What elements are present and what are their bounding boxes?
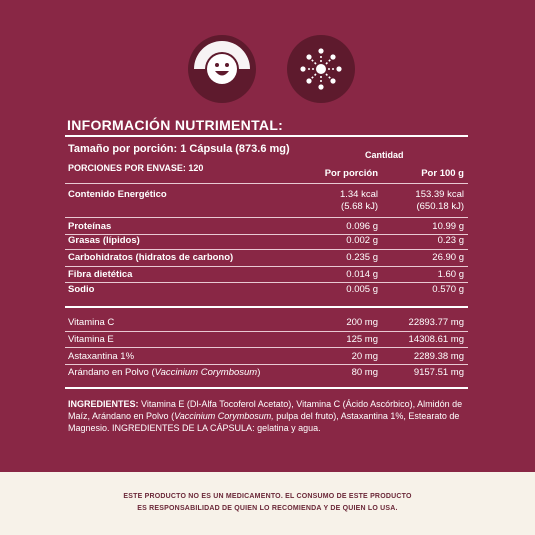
energy-kj-portion: (5.68 kJ)	[341, 201, 378, 212]
active-label-suffix: )	[257, 367, 261, 378]
nutrient-label: Carbohidratos (hidratos de carbono)	[68, 252, 234, 263]
nutrient-per-100g: 0.23 g	[437, 235, 464, 246]
divider	[65, 331, 468, 332]
divider	[65, 282, 468, 283]
active-label-italic: Vaccinium Corymbosum	[154, 367, 258, 378]
nutrient-label: Sodio	[68, 284, 95, 295]
per-100g-header: Por 100 g	[421, 168, 464, 179]
nutrient-label: Fibra dietética	[68, 269, 133, 280]
active-label: Vitamina C	[68, 317, 115, 328]
disclaimer-line-1: ESTE PRODUCTO NO ES UN MEDICAMENTO. EL CONSUMO DE ESTE PRODUCTO	[123, 493, 412, 500]
active-label-prefix: Arándano en Polvo (	[68, 367, 155, 378]
ingredients-text: Vitamina E (Dl-Alfa Tocoferol Acetato), Vitamina C (Ácido Ascórbico), Almidón de Maíz, Arándano en Polvo (	[68, 399, 463, 421]
active-per-portion: 200 mg	[346, 317, 378, 328]
nutrient-per-100g: 26.90 g	[432, 252, 464, 263]
energy-kcal-portion: 1.34 kcal	[339, 189, 378, 200]
disclaimer-line-2: ES RESPONSABILIDAD DE QUIEN LO RECOMIENDA Y DE QUIEN LO USA.	[137, 505, 398, 512]
divider	[65, 183, 468, 184]
nutrient-per-100g: 0.570 g	[432, 284, 464, 295]
quantity-header: Cantidad	[365, 150, 404, 160]
divider	[65, 266, 468, 267]
portions-per-container: PORCIONES POR ENVASE: 120	[68, 163, 204, 173]
molecule-burst-icon	[286, 34, 356, 104]
nutrient-per-100g: 10.99 g	[432, 221, 464, 232]
active-per-100g: 2289.38 mg	[413, 351, 464, 362]
nutrient-label: Grasas (lípidos)	[68, 235, 140, 246]
divider	[65, 249, 468, 250]
nutrient-per-100g: 1.60 g	[437, 269, 464, 280]
divider	[65, 217, 468, 218]
active-label: Astaxantina 1%	[68, 351, 135, 362]
divider	[65, 364, 468, 365]
active-per-portion: 80 mg	[351, 367, 378, 378]
active-per-100g: 9157.51 mg	[413, 367, 464, 378]
active-per-100g: 22893.77 mg	[408, 317, 464, 328]
energy-kcal-100g: 153.39 kcal	[415, 189, 464, 200]
ingredients-heading: INGREDIENTES:	[68, 399, 139, 409]
nutrient-per-portion: 0.235 g	[346, 252, 378, 263]
ingredients	[68, 398, 468, 434]
active-per-100g: 14308.61 mg	[408, 334, 464, 345]
ingredients-italic: Vaccinium Corymbosum,	[174, 411, 274, 421]
serving-size: Tamaño por porción: 1 Cápsula (873.6 mg)	[68, 143, 290, 155]
energy-kj-100g: (650.18 kJ)	[416, 201, 464, 212]
energy-label: Contenido Energético	[68, 189, 167, 200]
divider	[65, 347, 468, 348]
active-label	[68, 367, 260, 379]
top-divider	[65, 135, 468, 137]
section-title: INFORMACIÓN NUTRIMENTAL:	[67, 117, 284, 133]
nutrient-per-portion: 0.096 g	[346, 221, 378, 232]
active-per-portion: 125 mg	[346, 334, 378, 345]
ingredients-text-end: pulpa del fruto), Astaxantina 1%, Estearato de Magnesio. INGREDIENTES DE LA CÁPSULA: gelatina y agua.	[68, 411, 460, 433]
nutrient-label: Proteínas	[68, 221, 112, 232]
disclaimer-footer	[0, 472, 535, 535]
nutrient-per-portion: 0.002 g	[346, 235, 378, 246]
nutrient-per-portion: 0.005 g	[346, 284, 378, 295]
active-per-portion: 20 mg	[351, 351, 378, 362]
active-label: Vitamina E	[68, 334, 114, 345]
smiley-ring-icon	[187, 34, 257, 104]
nutrient-per-portion: 0.014 g	[346, 269, 378, 280]
nutrition-table	[65, 135, 468, 440]
section-divider	[65, 387, 468, 389]
section-divider	[65, 306, 468, 308]
per-portion-header: Por porción	[324, 168, 378, 179]
